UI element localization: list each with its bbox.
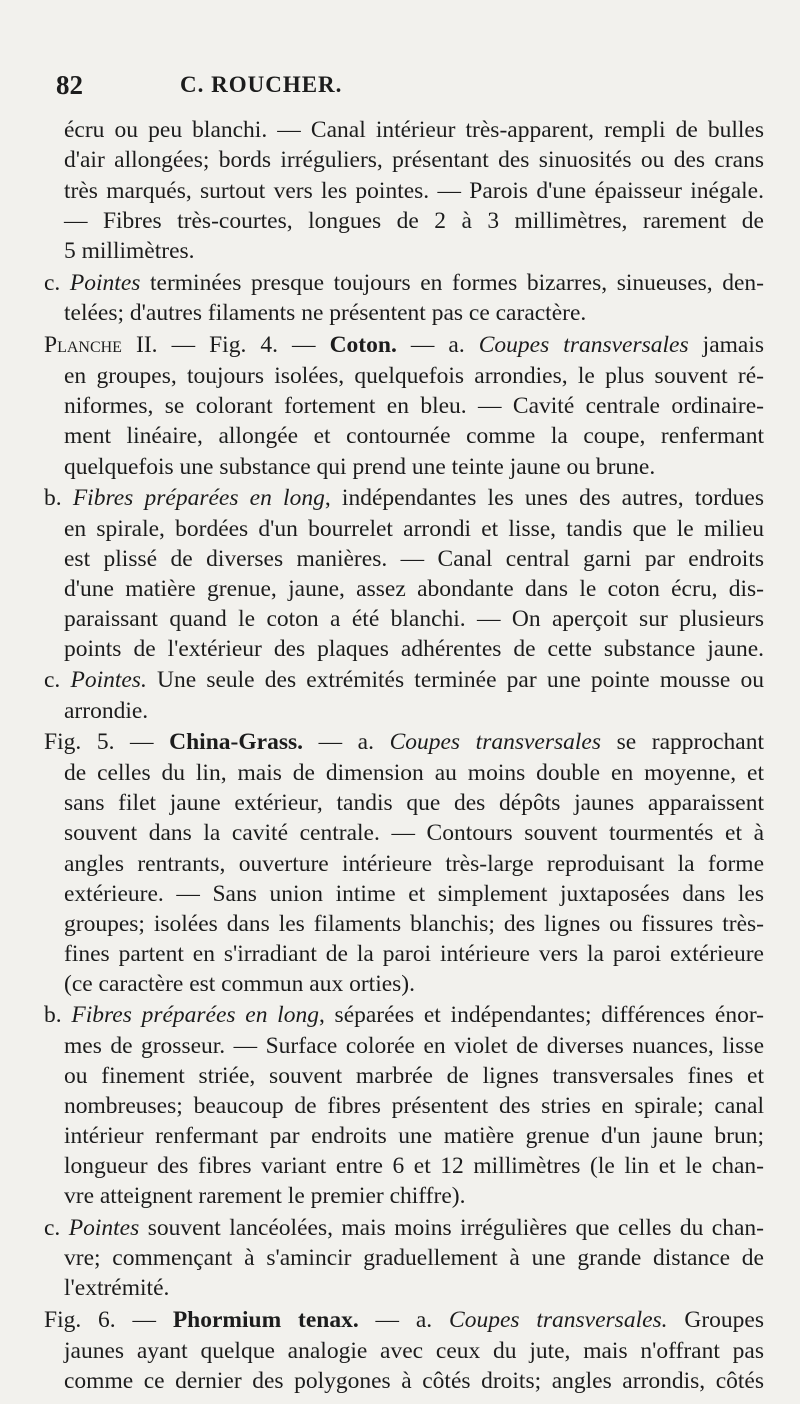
text-run: Fibres préparées en long — [72, 485, 325, 511]
text-run: China-Grass. — [169, 729, 303, 755]
text-run: angles rentrants, ouverture intérieure très-large reproduisant la forme — [64, 851, 764, 877]
text-run: jamais — [688, 332, 765, 358]
text-run: comme ce dernier des polygones à côtés droits; angles arrondis, côtés — [64, 1368, 764, 1394]
text-line — [64, 1366, 764, 1396]
text-run: Fibres préparées en long — [71, 1002, 319, 1028]
text-run: Planche II. — [44, 332, 158, 358]
text-run: — a. — [358, 1307, 450, 1333]
text-line — [64, 1031, 764, 1061]
text-run: longueur des fibres variant entre 6 et 12 millimètres (le lin et le chan- — [64, 1153, 764, 1179]
text-line — [64, 969, 464, 999]
text-run: (ce caractère est commun aux orties). — [64, 971, 416, 997]
text-run: 5 millimètres. — [64, 238, 195, 264]
text-run: b. — [44, 1002, 72, 1028]
text-line — [64, 1151, 764, 1181]
text-run: b. — [44, 485, 73, 511]
text-run: arrondie. — [64, 698, 149, 724]
text-run: nombreuses; beaucoup de fibres présentent des stries en spirale; canal — [64, 1093, 764, 1119]
text-line — [64, 361, 764, 391]
text-run: telées; d'autres filaments ne présentent pas ce caractère. — [64, 300, 587, 326]
text-line — [44, 665, 764, 695]
text-run: Fig. 6. — — [44, 1307, 173, 1333]
text-run: Fig. 5. — — [44, 729, 170, 755]
text-run: quelquefois une substance qui prend une teinte jaune ou brune. — [64, 454, 656, 480]
text-run: vre; commençant à s'amincir graduellement à une grande distance de — [64, 1245, 764, 1271]
text-run: Pointes — [69, 270, 141, 296]
text-line — [64, 236, 264, 266]
text-run: mes de grosseur. — Surface colorée en violet de diverses nuances, lisse — [64, 1033, 764, 1059]
text-run: souvent lancéolées, mais moins irrégulières que celles du chan- — [139, 1215, 764, 1241]
text-line — [44, 330, 764, 360]
text-line — [64, 939, 764, 969]
text-line — [44, 483, 764, 513]
text-run: en spirale, bordées d'un bourrelet arrondi et lisse, tandis que le milieu — [64, 516, 764, 542]
text-line — [44, 727, 764, 757]
text-line — [64, 818, 764, 848]
page-header — [44, 70, 764, 106]
text-run: Coupes transversales — [389, 729, 601, 755]
text-run: c. — [44, 667, 71, 693]
text-line — [64, 206, 764, 236]
text-run: — Fibres très-courtes, longues de 2 à 3 millimètres, rarement de — [64, 208, 764, 234]
text-line — [64, 1273, 264, 1303]
text-run: intérieur renfermant par endroits une matière grenue d'un jaune brun; — [64, 1123, 764, 1149]
text-run: d'une matière grenue, jaune, assez abondante dans le coton écru, dis- — [64, 576, 764, 602]
text-run: — a. — [302, 729, 390, 755]
text-line — [64, 1061, 764, 1091]
text-run: Une seule des extrémités terminée par une pointe mousse ou — [146, 667, 764, 693]
text-run: Phormium tenax. — [172, 1307, 359, 1333]
text-line — [64, 145, 764, 175]
text-line — [44, 268, 764, 298]
text-line — [64, 452, 704, 482]
text-run: groupes; isolées dans les filaments blanchis; des lignes ou fissures très- — [64, 911, 764, 937]
text-run: points de l'extérieur des plaques adhérentes de cette substance jaune. — [64, 636, 764, 662]
text-line — [64, 391, 764, 421]
text-line — [64, 1243, 764, 1273]
text-line — [64, 1091, 764, 1121]
text-run: Coupes transversales. — [449, 1307, 668, 1333]
text-run: extérieure. — Sans union intime et simplement juxtaposées dans les — [64, 881, 764, 907]
text-line — [64, 788, 764, 818]
text-run: d'air allongées; bords irréguliers, présentant des sinuosités ou des crans — [64, 147, 764, 173]
text-run: ou finement striée, souvent marbrée de lignes transversales fines et — [64, 1063, 764, 1089]
text-run: fines partent en s'irradiant de la paroi intérieure vers la paroi extérieure — [64, 941, 764, 967]
text-run: Pointes. — [70, 667, 147, 693]
text-line — [64, 604, 764, 634]
text-run: souvent dans la cavité centrale. — Contours souvent tourmentés et à — [64, 820, 764, 846]
text-run: — a. — [396, 332, 479, 358]
page-number: 82 — [56, 70, 83, 100]
text-run: de celles du lin, mais de dimension au moins double en moyenne, et — [64, 760, 764, 786]
text-run: c. — [44, 1215, 69, 1241]
text-line — [64, 1336, 764, 1366]
text-line — [64, 115, 764, 145]
text-run: sans filet jaune extérieur, tandis que des dépôts jaunes apparaissent — [64, 790, 764, 816]
text-run: terminées presque toujours en formes bizarres, sinueuses, den- — [140, 270, 764, 296]
text-run: jaunes ayant quelque analogie avec ceux du jute, mais n'offrant pas — [64, 1338, 764, 1364]
text-line — [64, 1121, 764, 1151]
text-run: , séparées et indépendantes; différences énor- — [318, 1002, 765, 1028]
text-run: en groupes, toujours isolées, quelquefois arrondies, le plus souvent ré- — [64, 363, 764, 389]
running-head: C. ROUCHER. — [180, 72, 343, 97]
text-line — [44, 1213, 764, 1243]
text-run: Groupes — [667, 1307, 764, 1333]
text-run: très marqués, surtout vers les pointes. — Parois d'une épaisseur inégale. — [64, 178, 764, 204]
text-run: l'extrémité. — [64, 1275, 170, 1301]
text-run: est plissé de diverses manières. — Canal central garni par endroits — [64, 546, 764, 572]
text-run: paraissant quand le coton a été blanchi. — On aperçoit sur plusieurs — [64, 606, 764, 632]
text-run: Pointes — [68, 1215, 140, 1241]
text-line — [64, 421, 764, 451]
text-line — [44, 1305, 764, 1335]
text-line — [64, 176, 764, 206]
text-line — [64, 758, 764, 788]
text-line — [64, 909, 764, 939]
text-line — [64, 1181, 564, 1211]
text-run: se rapprochant — [601, 729, 764, 755]
text-run: écru ou peu blanchi. — Canal intérieur très-apparent, rempli de bulles — [64, 117, 764, 143]
text-line — [64, 514, 764, 544]
text-run: vre atteignent rarement le premier chiffre). — [64, 1183, 466, 1209]
text-run: niformes, se colorant fortement en bleu. — Cavité centrale ordinaire- — [64, 393, 764, 419]
text-run: , indépendantes les unes des autres, tordues — [324, 485, 764, 511]
text-line — [44, 1000, 764, 1030]
text-run: — Fig. 4. — — [157, 332, 330, 358]
text-run: Coton. — [329, 332, 397, 358]
text-line — [64, 879, 764, 909]
text-line — [64, 574, 764, 604]
text-line — [64, 634, 764, 664]
text-line — [64, 298, 684, 328]
text-line — [64, 544, 764, 574]
text-line — [64, 849, 764, 879]
text-run: c. — [44, 270, 70, 296]
text-run: Coupes transversales — [478, 332, 689, 358]
text-line — [64, 696, 264, 726]
text-run: ment linéaire, allongée et contournée comme la coupe, renfermant — [64, 423, 764, 449]
